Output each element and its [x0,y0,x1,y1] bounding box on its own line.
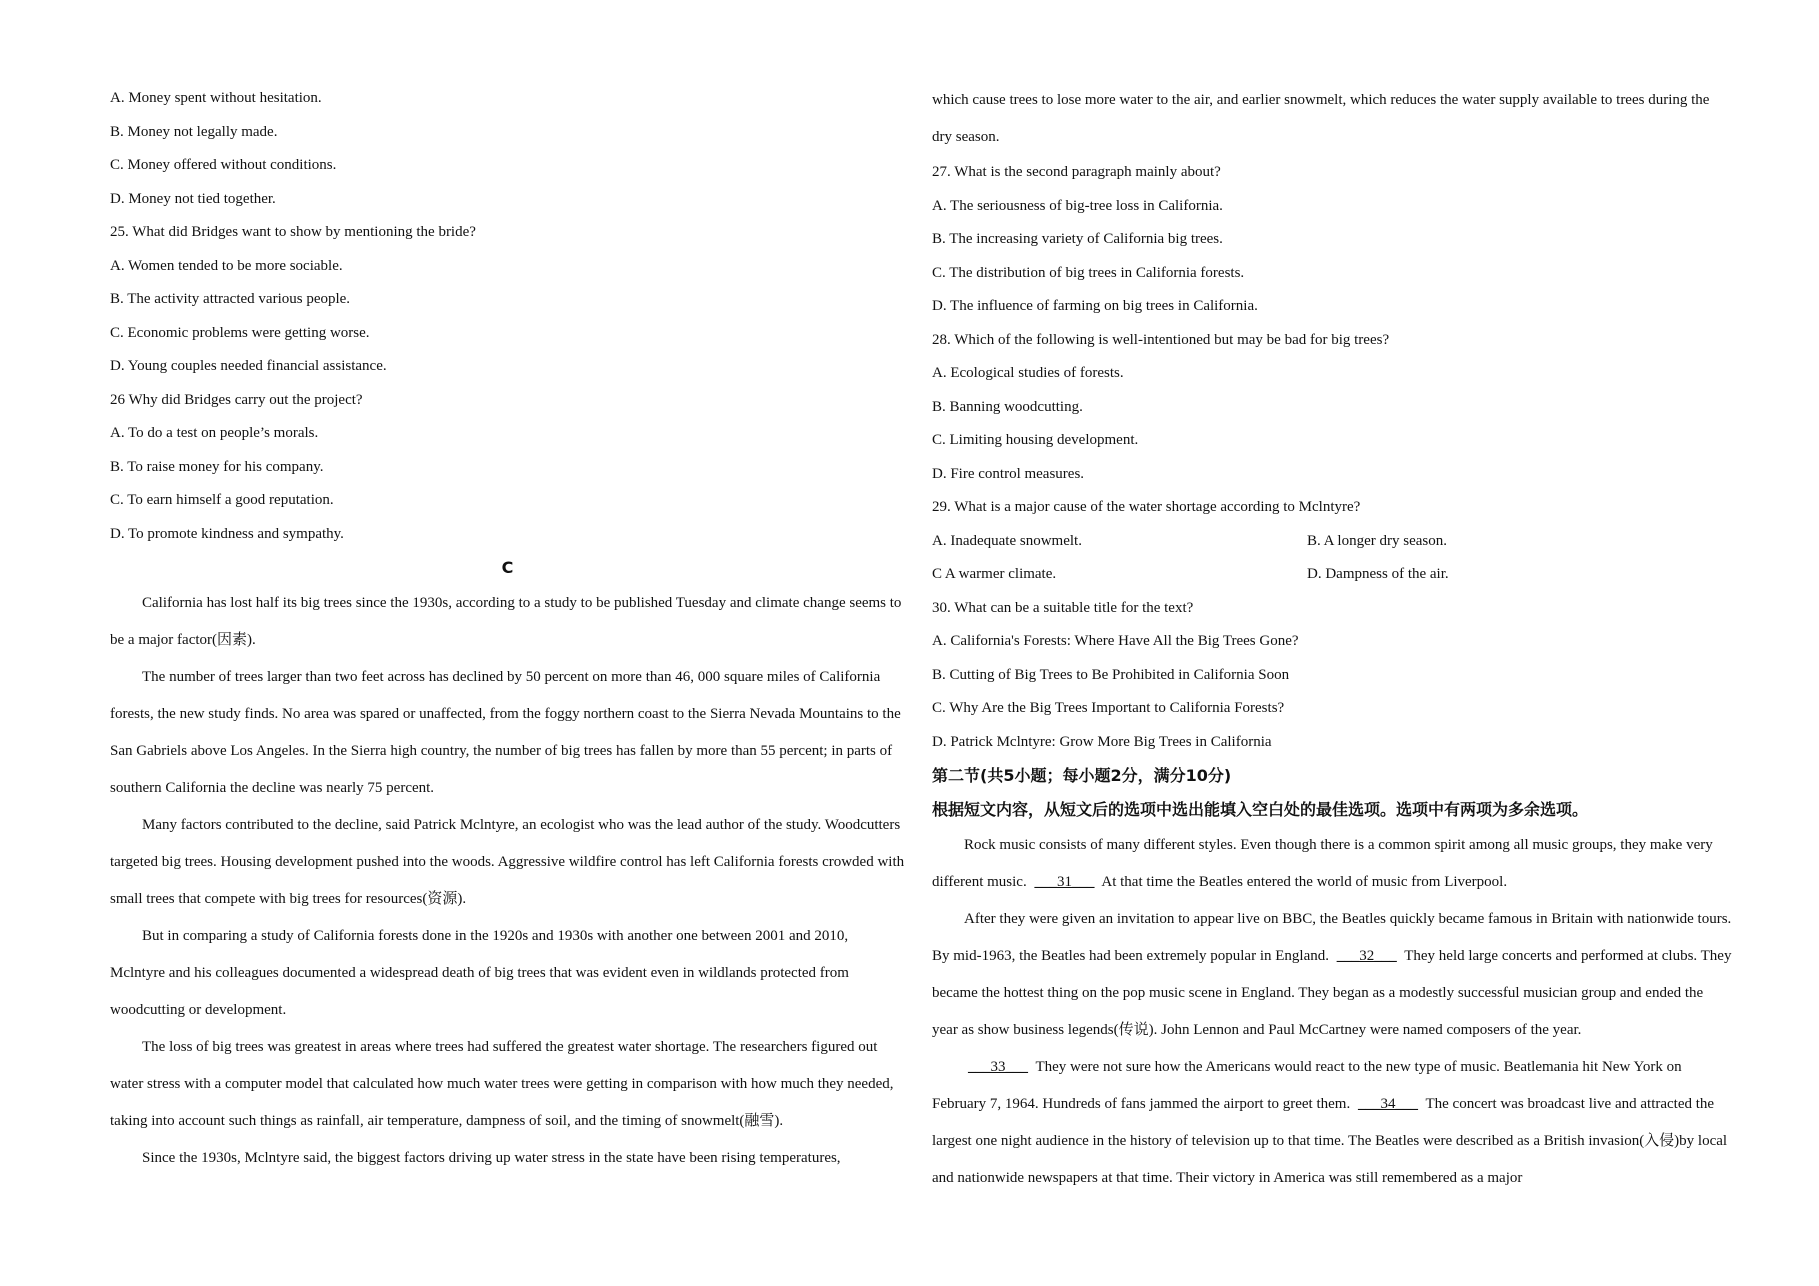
text-line: C. Why Are the Big Trees Important to California Forests? [932,700,1285,716]
option: C A warmer climate. [932,566,1057,582]
text-line: A. Women tended to be more sociable. [110,257,343,274]
text-line: D. Money not tied together. [110,190,276,207]
question-27: 27. What is the second paragraph mainly about? [932,164,1221,180]
right-column [932,82,1732,1197]
cloze-paragraph [932,901,1732,1049]
question-29: 29. What is a major cause of the water shortage according to Mclntyre? [932,499,1361,515]
text-line: D. The influence of farming on big trees in California. [932,298,1258,314]
text-line: C. The distribution of big trees in California forests. [932,264,1245,281]
option: D. Dampness of the air. [1307,566,1449,582]
text-span: Rock music consists of many different styles. Even though there is a common spirit among all music groups, they make very different music. [932,837,1713,890]
cloze-paragraph [932,1049,1732,1197]
text-line: C. To earn himself a good reputation. [110,492,334,508]
text-line: C. Money offered without conditions. [110,157,337,173]
q29-options-row [932,558,1732,592]
blank-34: ___34___ [1357,1096,1418,1112]
text-line: A. California's Forests: Where Have All the Big Trees Gone? [932,633,1299,649]
passage-continuation: which cause trees to lose more water to the air, and earlier snowmelt, which reduces the water supply available to trees during the dry season. [932,92,1710,145]
q29-options-row [932,525,1732,559]
text-span: They were not sure how the Americans would react to the new type of music. Beatlemania hit New York on February 7, 1964. Hundreds of fans jammed the airport to greet them. [932,1059,1682,1112]
text-line: A. Money spent without hesitation. [110,90,322,106]
question-26: 26 Why did Bridges carry out the project? [110,391,363,408]
text-line: C. Economic problems were getting worse. [110,324,370,341]
text-line: A. Ecological studies of forests. [932,365,1124,381]
text-line: A. The seriousness of big-tree loss in California. [932,197,1223,214]
text-line: B. Money not legally made. [110,123,278,140]
text-line: D. Patrick Mclntyre: Grow More Big Trees in California [932,733,1272,750]
text-span: They held large concerts and performed at clubs. They became the hottest thing on the pop music scene in England. They began as a modestly successful musician group and ended the year as show business legends(传说). John Lennon and Paul McCartney were named composers of the year. [932,948,1732,1038]
text-line: A. To do a test on people’s morals. [110,425,319,441]
text-line: D. Fire control measures. [932,465,1085,482]
text-line: B. Cutting of Big Trees to Be Prohibited in California Soon [932,666,1290,683]
blank-33: ___33___ [968,1059,1028,1075]
passage-paragraph: Since the 1930s, Mclntyre said, the biggest factors driving up water stress in the state have been rising temperatures, [142,1149,841,1166]
question-options-24-26 [110,82,905,551]
text-line: D. Young couples needed financial assistance. [110,358,387,374]
question-30: 30. What can be a suitable title for the text? [932,599,1194,616]
option: B. A longer dry season. [1307,532,1447,549]
blank-31: ___31___ [1034,874,1095,890]
section-c-heading: C [501,558,514,577]
text-line: C. Limiting housing development. [932,432,1139,448]
passage-paragraph: Many factors contributed to the decline, said Patrick Mclntyre, an ecologist who was the lead author of the study. Woodcutters targeted big trees. Housing development pushed into the woods. Aggressive wildfire control has left California forests crowded with small trees that compete with big trees for resources(资源). [110,816,905,907]
passage-paragraph: The loss of big trees was greatest in areas where trees had suffered the greatest water shortage. The researchers figured out water stress with a computer model that calculated how much water trees were getting in comparison with how much they needed, taking into account such things as rainfall, air temperature, dampness of soil, and the timing of snowmelt(融雪). [110,1038,894,1129]
text-span: After they were given an invitation to appear live on BBC, the Beatles quickly became famous in Britain with nationwide tours. By mid-1963, the Beatles had been extremely popular in England. [932,911,1732,964]
question-28: 28. Which of the following is well-intentioned but may be bad for big trees? [932,331,1390,348]
passage-paragraph: The number of trees larger than two feet across has declined by 50 percent on more than 46, 000 square miles of California forests, the new study finds. No area was spared or unaffected, from the foggy northern coast to the Sierra Nevada Mountains to the San Gabriels above Los Angeles. In the Sierra high country, the number of big trees has fallen by more than 55 percent; in parts of southern California the decline was nearly 75 percent. [110,668,901,796]
option: A. Inadequate snowmelt. [932,532,1082,549]
text-line: D. To promote kindness and sympathy. [110,525,344,542]
text-span: At that time the Beatles entered the world of music from Liverpool. [1098,874,1508,890]
question-25: 25. What did Bridges want to show by mentioning the bride? [110,224,476,240]
left-column [110,82,905,1177]
text-line: B. Banning woodcutting. [932,398,1083,415]
section-2-title: 第二节(共5小题；每小题2分，满分10分) [932,766,1232,785]
text-line: B. The increasing variety of California big trees. [932,231,1223,247]
passage-paragraph: California has lost half its big trees since the 1930s, according to a study to be published Tuesday and climate change seems to be a major factor(因素). [110,594,902,648]
passage-paragraph: But in comparing a study of California forests done in the 1920s and 1930s with another one between 2001 and 2010, Mclntyre and his colleagues documented a widespread death of big trees that was evident even in wildlands protected from woodcutting or development. [110,927,849,1018]
section-2-instruction: 根据短文内容，从短文后的选项中选出能填入空白处的最佳选项。选项中有两项为多余选项。 [932,800,1589,819]
cloze-paragraph [932,827,1732,901]
text-line: B. To raise money for his company. [110,458,324,475]
blank-32: ___32___ [1336,948,1397,964]
text-line: B. The activity attracted various people. [110,291,351,307]
text-span: The concert was broadcast live and attracted the largest one night audience in the history of television up to that time. The Beatles were described as a British invasion(入侵)by local and nationwide newspapers at that time. Their victory in America was still remembered as a major [932,1096,1728,1186]
